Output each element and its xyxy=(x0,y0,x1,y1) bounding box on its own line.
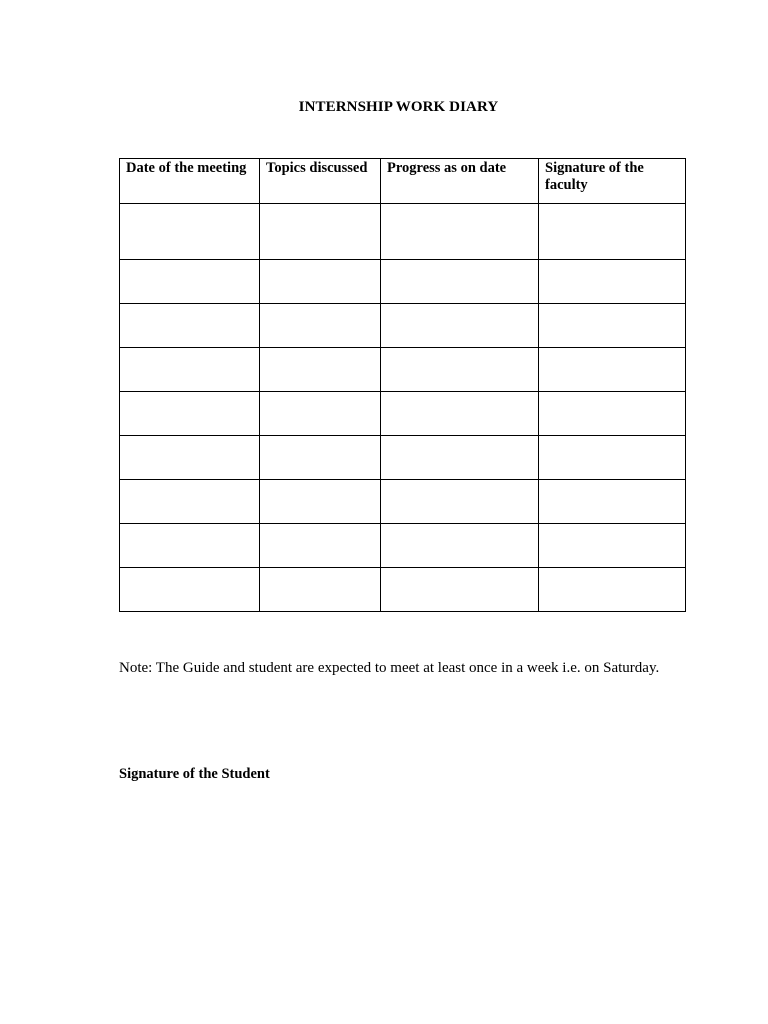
cell-signature xyxy=(539,480,686,524)
cell-topics xyxy=(260,568,381,612)
cell-signature xyxy=(539,304,686,348)
cell-signature xyxy=(539,568,686,612)
cell-topics xyxy=(260,204,381,260)
diary-table xyxy=(119,158,686,612)
cell-signature xyxy=(539,204,686,260)
cell-date xyxy=(120,348,260,392)
cell-date xyxy=(120,392,260,436)
cell-progress xyxy=(381,392,539,436)
header-signature-of-faculty: Signature of the faculty xyxy=(539,159,686,204)
table-row xyxy=(120,348,686,392)
cell-signature xyxy=(539,348,686,392)
cell-topics xyxy=(260,436,381,480)
header-date-of-meeting: Date of the meeting xyxy=(120,159,260,204)
cell-date xyxy=(120,436,260,480)
cell-topics xyxy=(260,348,381,392)
cell-date xyxy=(120,304,260,348)
cell-progress xyxy=(381,304,539,348)
cell-topics xyxy=(260,480,381,524)
table-row xyxy=(120,436,686,480)
table-row xyxy=(120,304,686,348)
cell-topics xyxy=(260,304,381,348)
cell-progress xyxy=(381,568,539,612)
cell-date xyxy=(120,260,260,304)
cell-signature xyxy=(539,436,686,480)
table-row xyxy=(120,260,686,304)
table-row xyxy=(120,480,686,524)
cell-progress xyxy=(381,204,539,260)
cell-signature xyxy=(539,260,686,304)
table-row xyxy=(120,524,686,568)
cell-topics xyxy=(260,260,381,304)
cell-progress xyxy=(381,480,539,524)
document-title: INTERNSHIP WORK DIARY xyxy=(298,99,499,115)
header-topics-discussed: Topics discussed xyxy=(260,159,381,204)
cell-progress xyxy=(381,524,539,568)
cell-topics xyxy=(260,524,381,568)
cell-progress xyxy=(381,436,539,480)
table-row xyxy=(120,204,686,260)
cell-signature xyxy=(539,524,686,568)
table-row xyxy=(120,392,686,436)
cell-progress xyxy=(381,348,539,392)
cell-topics xyxy=(260,392,381,436)
cell-date xyxy=(120,568,260,612)
cell-date xyxy=(120,204,260,260)
cell-signature xyxy=(539,392,686,436)
cell-progress xyxy=(381,260,539,304)
table-row xyxy=(120,568,686,612)
table-header-row xyxy=(120,159,686,204)
cell-date xyxy=(120,524,260,568)
student-signature-label: Signature of the Student xyxy=(119,766,270,782)
meeting-note: Note: The Guide and student are expected to meet at least once in a week i.e. on Saturday. xyxy=(119,660,660,676)
cell-date xyxy=(120,480,260,524)
header-progress-as-on-date: Progress as on date xyxy=(381,159,539,204)
